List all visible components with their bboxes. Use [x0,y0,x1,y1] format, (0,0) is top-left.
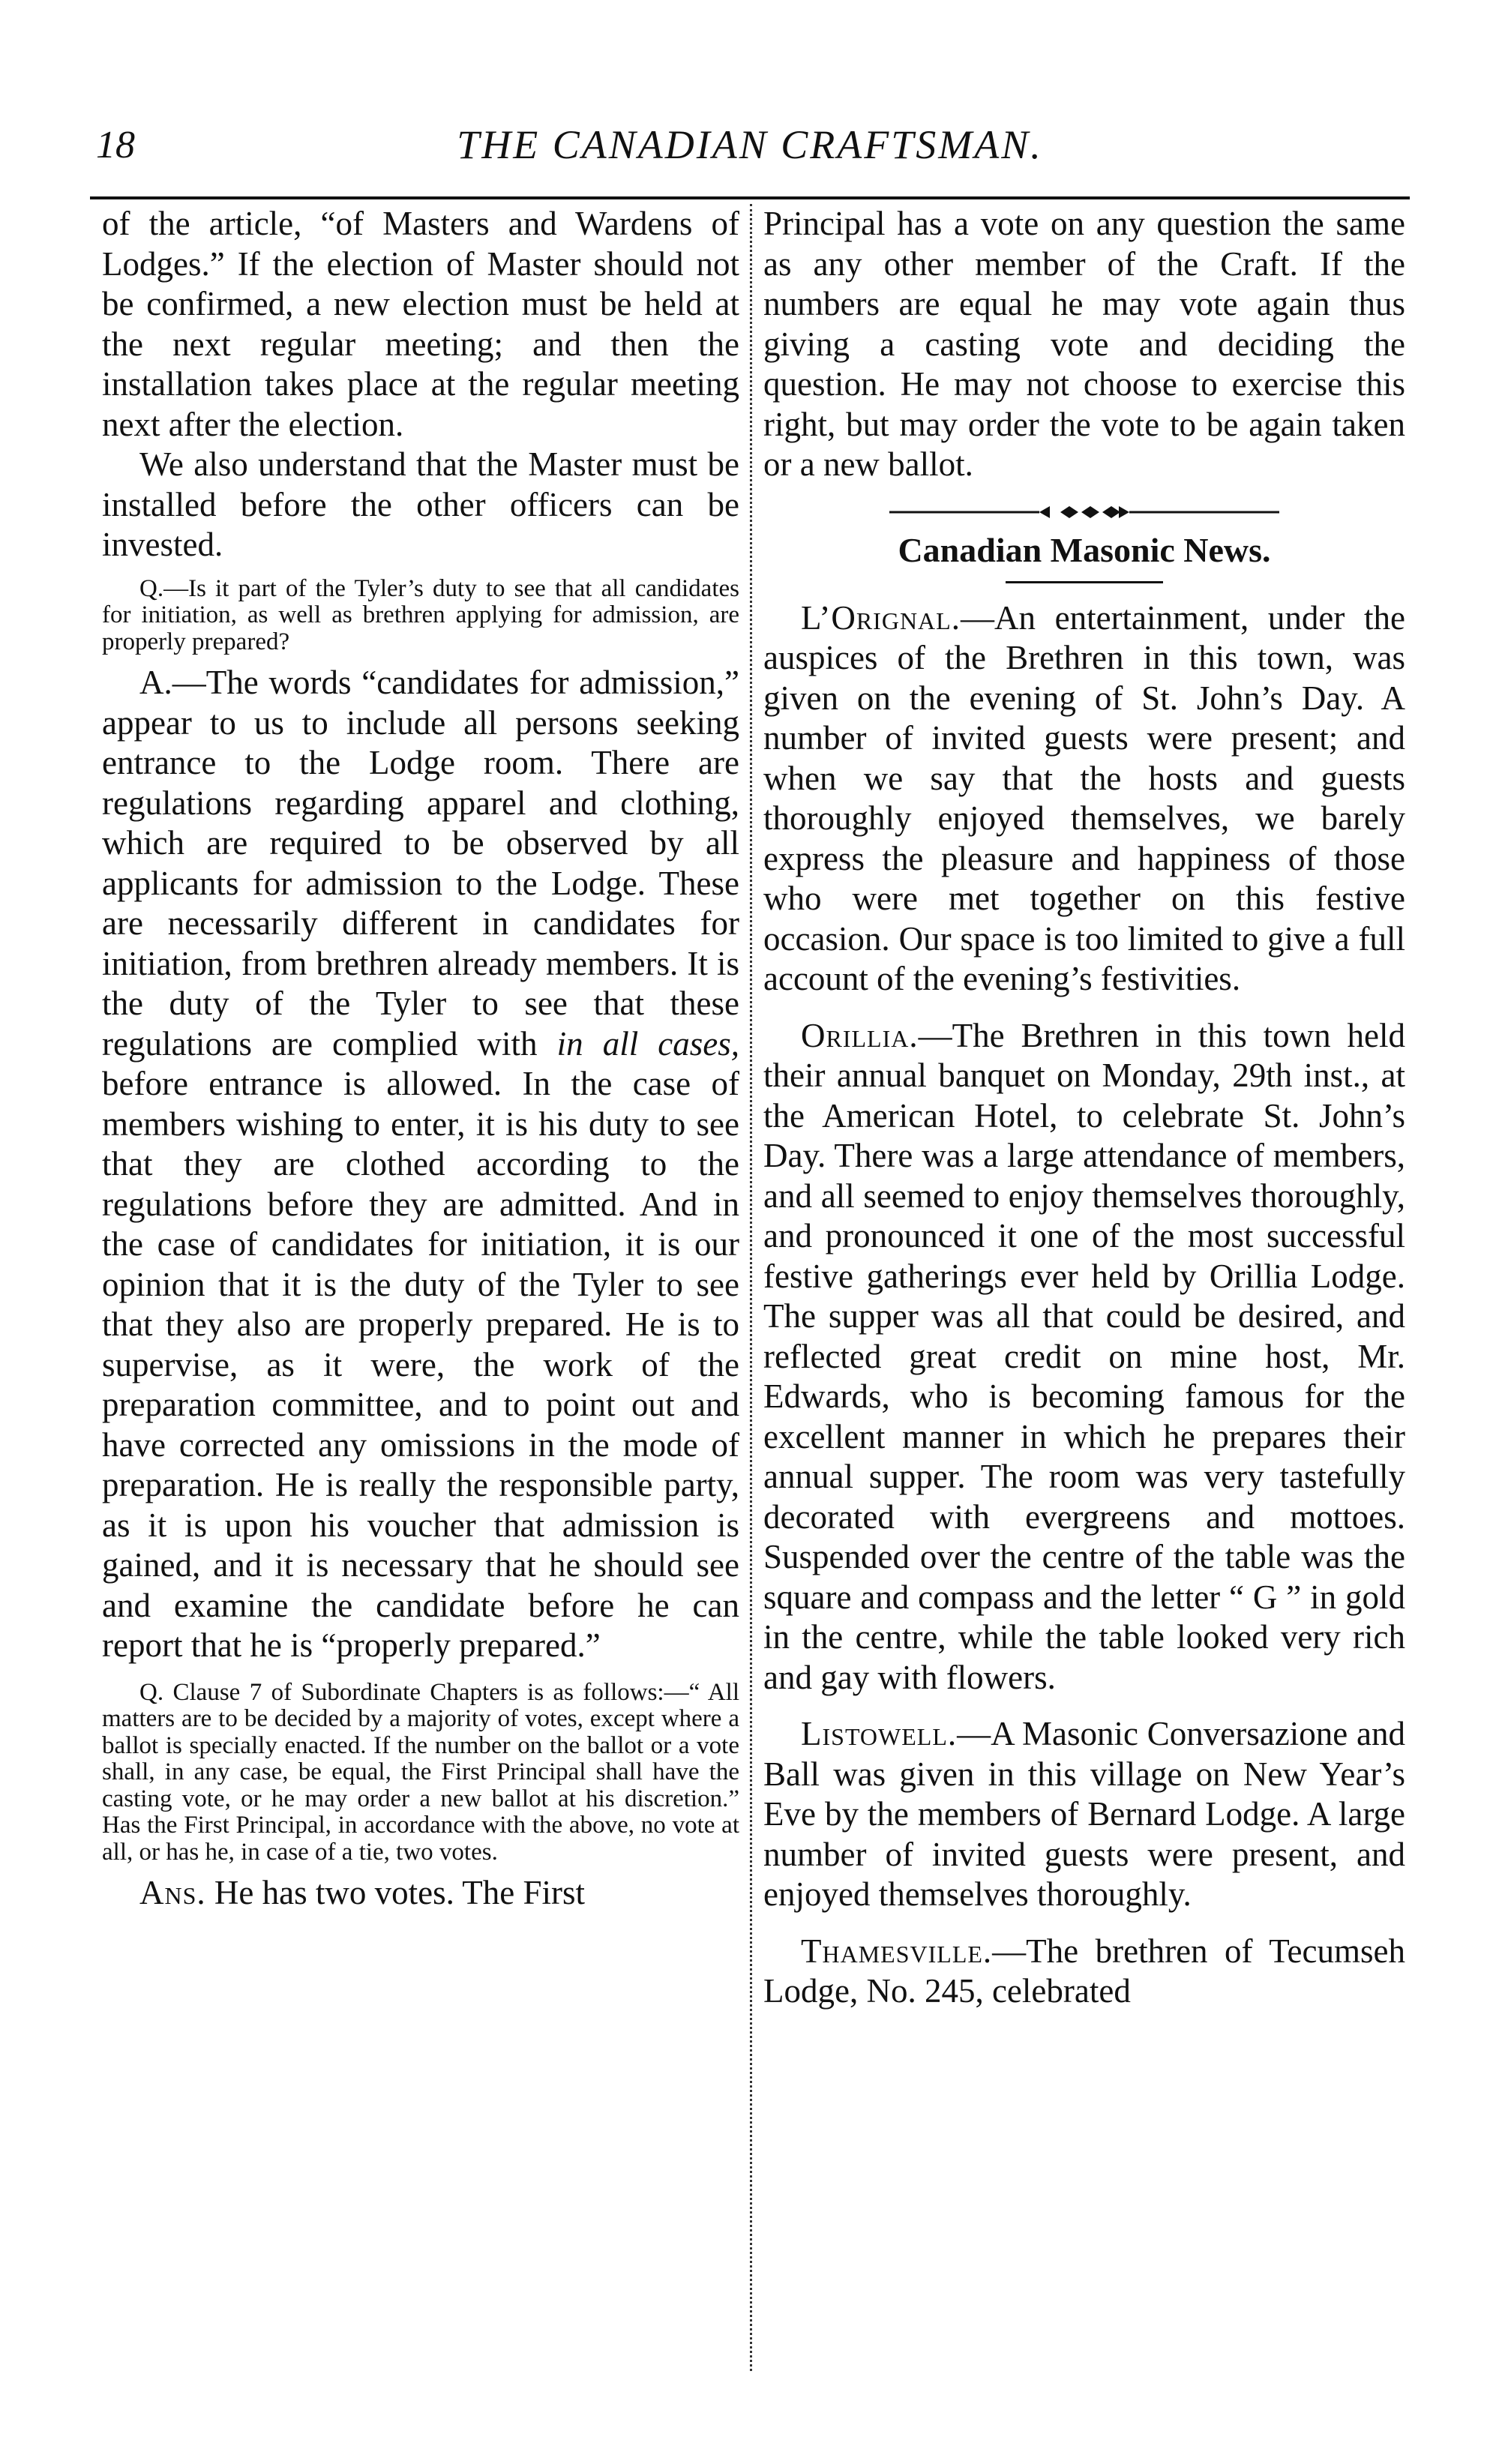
paragraph-continuation: of the article, “of Masters and Wardens of Lodges.” If the election of Master should not be confirmed, a new election must be held at the next regular meeting; and then the installation takes place at the regular meeting next after the election. [102,205,739,443]
running-title: THE CANADIAN CRAFTSMAN. [457,122,1043,167]
place-name: Thamesville. [801,1932,993,1970]
place-name: L’Orignal. [801,598,961,637]
ornament-divider [889,502,1279,523]
news-text: —The Brethren in this town held their annual banquet on Monday, 29th inst., at the American Hotel, to celebrate St. John’s Day. There was a large attendance of members, and all seemed to enjoy themselves thoroughly, and pronounced it one of the most successful festive gatherings ever held by Orillia Lodge. The supper was all that could be desired, and reflected great credit on mine host, Mr. Edwards, who is becoming famous for the excellent manner in which he prepares their annual supper. The room was very tastefully decorated with evergreens and mottoes. Suspended over the centre of the table was the square and compass and the letter “ G ” in gold in the centre, while the table looked very rich and gay with flowers. [763,1016,1405,1696]
page-header [90,117,1410,177]
question-clause-seven: Q. Clause 7 of Subordinate Chapters is as follows:—“ All matters are to be decided by a majority of votes, except where a ballot is specially enacted. If the number on the ballot or a vote shall, in any case, be equal, the First Principal shall have the casting vote, or he may order a new ballot at his discretion.” Has the First Principal, in accordance with the above, no vote at all, or has he, in case of a tie, two votes. [102,1678,739,1866]
news-text: —An entertainment, under the auspices of the Brethren in this town, was given on the evening of St. John’s Day. A number of invited guests were present; and when we say that the hosts and guests thoroughly enjoyed themselves, we barely express the pleasure and happiness of those who were met together on this festive occasion. Our space is too limited to give a full account of the evening’s festivities. [763,598,1405,997]
column-divider [750,204,752,2371]
right-column [763,204,1405,2012]
news-item-thamesville [763,1932,1405,2012]
news-item-listowell [763,1714,1405,1915]
place-name: Listowell. [801,1715,958,1752]
question-tyler-duty: Q.—Is it part of the Tyler’s duty to see that all candidates for initiation, as well as brethren applying for admission, are properly prepared? [102,574,739,655]
page-number: 18 [96,124,135,166]
paragraph-master-installed: We also understand that the Master must be installed before the other officers can be invested. [102,445,739,563]
answer-text-b: before entrance is allowed. In the case of members wishing to enter, it is his duty to see that they are clothed according to the regulations before they are admitted. And in the case of candidates for initiation, it is our opinion that it is the duty of the Tyler to see that they also are properly prepared. He is to supervise, as it were, the work of the preparation committee, and to point out and have corrected any omissions in the mode of preparation. He is really the responsible party, as it is upon his voucher that admission is gained, and it is necessary that he should see and examine the candidate before he can report that he is “properly prepared.” [102,1065,739,1664]
news-item-orillia [763,1016,1405,1698]
section-rule [1006,581,1163,583]
answer-emphasis: in all cases, [556,1024,739,1063]
answer-two-votes [102,1873,739,1914]
section-heading: Canadian Masonic News. [898,530,1271,569]
answer-text-a: A.—The words “candidates for admission,” appear to us to include all persons seeking entrance to the Lodge room. There are regulations regarding apparel and clothing, which are required to be observed by all applicants for admission to the Lodge. These are necessarily different in candidates for initiation, from brethren already members. It is the duty of the Tyler to see that these regulations are complied with [102,664,739,1063]
answer-two-votes-text: He has two votes. The First [205,1874,586,1911]
news-text: —A Masonic Conversazione and Ball was given in this village on New Year’s Eve by the members of Bernard Lodge. A large number of invited guests were present, and enjoyed themselves thoroughly. [763,1715,1405,1913]
left-column [102,204,739,1914]
paragraph-principal-vote: Principal has a vote on any question the same as any other member of the Craft. If the numbers are equal he may vote again thus giving a casting vote and deciding the question. He may not choose to exercise this right, but may order the vote to be again taken or a new ballot. [763,205,1405,483]
news-item-lorignal [763,598,1405,1000]
header-rule [90,196,1410,199]
answer-tyler-duty [102,663,739,1666]
news-text: —The brethren of Tecumseh Lodge, No. 245, celebrated [763,1932,1405,2010]
answer-lead: Ans. [139,1874,206,1911]
place-name: Orillia. [801,1016,919,1054]
